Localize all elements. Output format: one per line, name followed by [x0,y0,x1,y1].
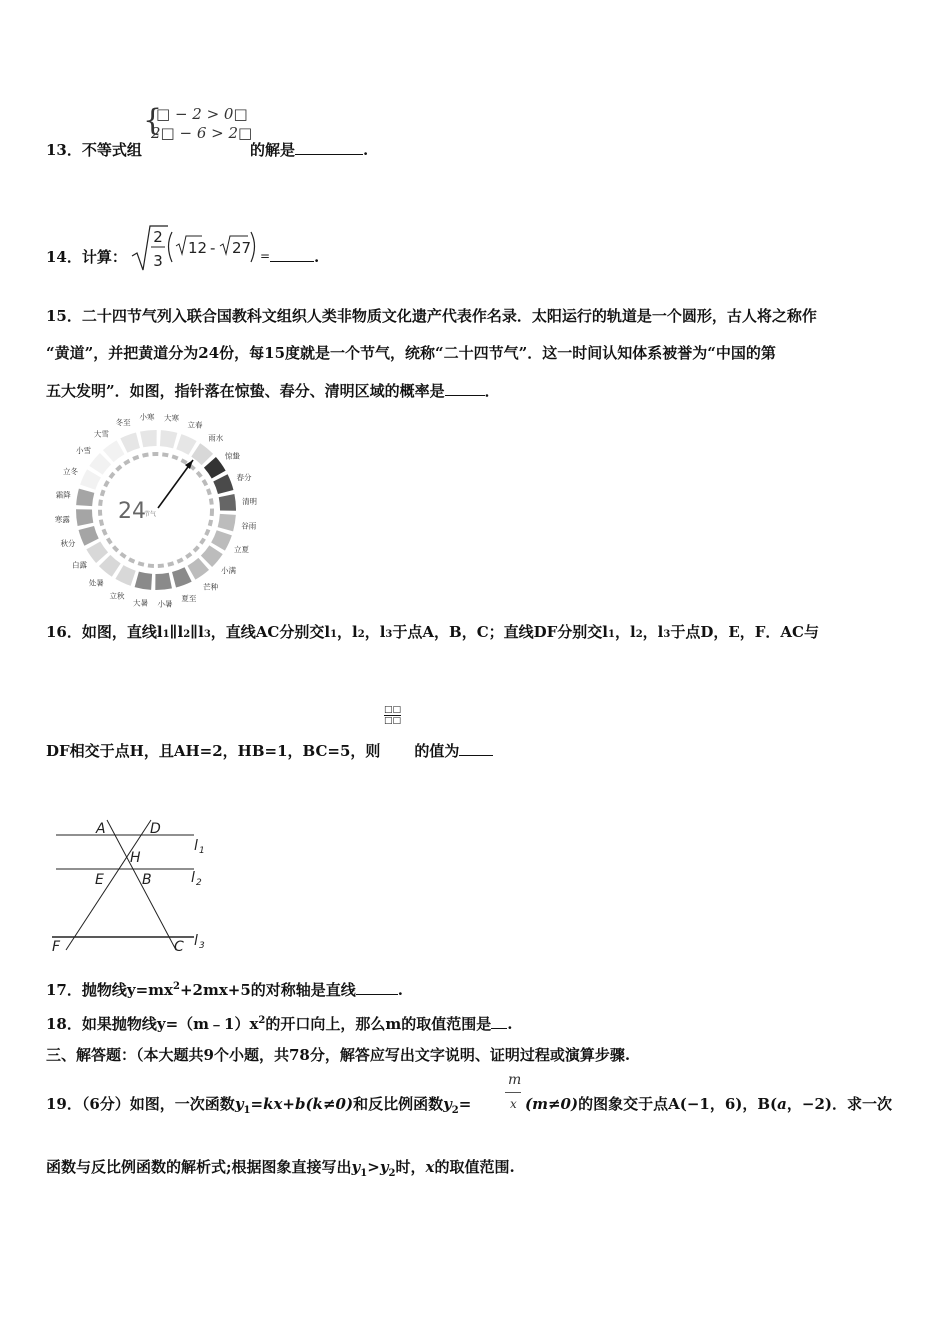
dial-segment-立春 [176,434,196,455]
q14-prefix-row [46,247,127,267]
q19-line1-left: 19．（6分）如图，一次函数$y_1=kx+b(k\ne 0)$和反比例函数$y_2=$ [46,1095,472,1116]
q14-frac-num: 2 [153,228,163,246]
q13-text [46,140,142,160]
dial-segment-夏至 [172,567,192,587]
dial-segment-处暑 [99,555,121,577]
label-f: F [52,939,61,955]
dial-segment-秋分 [79,526,99,546]
line-df [66,820,151,950]
dial-segment-春分 [213,474,233,494]
dial-segment-雨水 [191,443,213,465]
q18-text: 18．如果抛物线$y=(m﹣1)x^2$的开口向上，那么m的取值范围是 . [46,1015,513,1033]
q14-eq: = [260,249,271,263]
q13-answer-blank[interactable] [295,140,363,155]
q17-answer-blank[interactable] [356,980,398,995]
dial-segment-惊蛰 [204,457,226,478]
q16-line2: DF相交于点H，且AH=2，HB=1，BC=5，则 的值为 [46,741,493,761]
dial-label-夏至: 夏至 [181,594,197,604]
dial-label-立冬: 立冬 [62,467,78,477]
dial-segment-霜降 [76,489,94,506]
q13-suffix: 的解是 [250,141,296,159]
q16-answer-blank[interactable] [459,741,493,756]
dial-label-清明: 清明 [242,496,258,506]
q14-minus: - [210,239,216,257]
dial-label-霜降: 霜降 [55,490,71,500]
dial-segment-大寒 [160,430,177,448]
label-d: D [150,821,161,837]
q15-line2: “黄道”，并把黄道分为24份，每15度就是一个节气，统称“二十四节气”．这一时间认知体系被誉为“中国的第 [46,344,776,362]
dial-pointer [158,460,193,508]
q19-fraction-top: m [508,1072,522,1088]
dial-segment-大暑 [135,572,152,590]
dial-segment-小寒 [140,430,157,447]
q15-answer-blank[interactable] [445,381,485,396]
dial-segment-小雪 [89,453,111,475]
label-c: C [174,939,184,955]
q19-line1-right: (m≠0)的图象交于点A(−1，6)，B(a，−2)．求一次 [525,1095,892,1113]
dial-label-冬至: 冬至 [115,417,131,427]
dial-label-寒露: 寒露 [54,515,70,525]
q16-parallel-lines-figure [44,815,214,955]
dial-label-小雪: 小雪 [75,446,91,456]
q19-fraction-bot: x [510,1097,517,1111]
q13-prefix: 不等式组 [81,141,142,159]
q14-expression [130,222,280,274]
dial-segment-大雪 [103,440,124,462]
solar-terms-dial [40,410,270,610]
dial-segment-谷雨 [218,514,236,531]
dial-segment-寒露 [76,509,93,526]
dial-segment-小满 [201,545,223,567]
svg-text:2: 2 [196,878,202,888]
dial-label-大寒: 大寒 [164,413,180,423]
dial-label-处暑: 处暑 [88,578,104,588]
q13-number: 13． [46,141,82,159]
q16-fraction-glyph: □□ □□ [384,705,402,726]
section-3-heading: 三、解答题：（本大题共9个小题，共78分，解答应写出文字说明、证明过程或演算步骤. [46,1046,631,1064]
q13-suffix-row: 的解是 . [250,141,369,159]
label-e: E [95,872,104,888]
dial-label-白露: 白露 [71,560,87,570]
q14-rad1: 12 [188,239,208,257]
dial-segment-立夏 [211,530,232,550]
q15-line3-row: 五大发明”．如图，指针落在惊蛰、春分、清明区域的概率是 ． [46,382,500,400]
q13-system-line2: 2□ − 6 > 2□ [151,124,253,142]
label-a: A [96,821,106,837]
dial-segment-芒种 [188,558,209,580]
q15-line1: 15．二十四节气列入联合国教科文组织人类非物质文化遗产代表作名录．太阳运行的轨道是一个圆形，古人将之称作 [46,307,817,325]
dial-center-small: 节气 [144,511,157,518]
dial-label-秋分: 秋分 [60,538,76,548]
dial-label-谷雨: 谷雨 [241,521,257,531]
dial-label-小满: 小满 [221,565,237,575]
dial-label-芒种: 芒种 [203,582,219,592]
q14-answer-blank[interactable] [270,247,314,262]
dial-label-大雪: 大雪 [93,429,109,439]
q14-rad2: 27 [232,239,252,257]
dial-segment-立秋 [115,565,135,586]
label-l3: l [194,933,198,949]
dial-label-大暑: 大暑 [132,598,148,608]
dial-segment-白露 [86,542,108,563]
dial-label-立夏: 立夏 [234,544,250,554]
dial-segment-立冬 [80,469,101,489]
q19-line2: 函数与反比例函数的解析式;根据图象直接写出$y_1>y_2$时，x的取值范围. [46,1158,515,1179]
dial-center-number: 24 [118,499,146,524]
dial-label-立秋: 立秋 [109,591,125,601]
label-l1: l [194,838,198,854]
q18-answer-blank[interactable] [491,1014,507,1029]
dial-inner-ring [100,454,212,566]
q14-blank-row: . [270,247,319,267]
svg-text:3: 3 [199,941,205,951]
dial-label-惊蛰: 惊蛰 [225,451,241,461]
q13-system-brace: { [143,103,163,138]
dial-segment-冬至 [120,433,140,453]
dial-label-春分: 春分 [236,473,252,483]
dial-segment-小暑 [155,573,172,590]
dial-label-立春: 立春 [187,420,203,430]
label-b: B [142,872,152,888]
label-l2: l [191,870,195,886]
dial-label-雨水: 雨水 [208,433,224,443]
svg-text:1: 1 [199,846,205,856]
label-h: H [130,850,141,866]
dial-label-小暑: 小暑 [157,599,173,609]
q15-line3: 五大发明”．如图，指针落在惊蛰、春分、清明区域的概率是 [46,382,445,400]
q19-fraction-bar [505,1092,521,1093]
q13-system-line1: □ − 2 > 0□ [156,105,248,123]
q14-number: 14． [46,248,82,266]
q14-frac-den: 3 [153,252,163,270]
q16-line1: 16．如图，直线l1∥l2∥l3，直线AC分别交l1，l2，l3于点A，B，C；直线DF分别交l1，l2，l3于点D，E，F．AC与 [46,623,819,641]
dial-label-小寒: 小寒 [139,412,155,422]
q14-prefix: 计算： [81,248,127,266]
dial-segment-清明 [219,494,236,511]
q17-text: 17．抛物线$y=mx^2+2mx+5$的对称轴是直线 . [46,981,404,999]
